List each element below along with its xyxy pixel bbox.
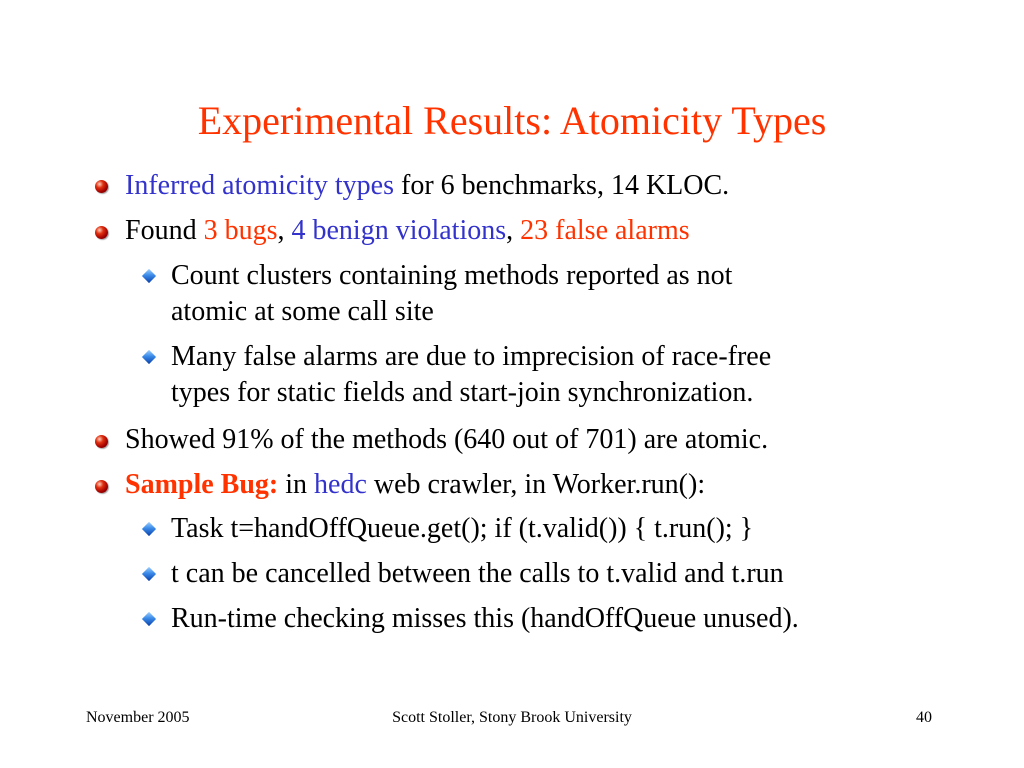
subbullet-false-alarms-line1: Many false alarms are due to imprecision of race-free <box>171 341 772 372</box>
highlight-hedc: hedc <box>314 469 367 500</box>
bullet-text: web crawler, in Worker.run(): <box>366 469 706 500</box>
bullet-inferred-types <box>125 168 729 204</box>
subbullet-count-clusters-line2: atomic at some call site <box>171 296 434 327</box>
subbullet-cancelled: t can be cancelled between the calls to t.valid and t.run <box>171 558 784 589</box>
slide-title: Experimental Results: Atomicity Types <box>197 98 827 143</box>
bullet-found <box>125 213 690 249</box>
bullet-showed-atomic: Showed 91% of the methods (640 out of 701) are atomic. <box>125 424 769 455</box>
highlight-inferred-types: Inferred atomicity types <box>125 170 395 201</box>
bullet-text: in <box>278 469 315 500</box>
highlight-benign-violations: 4 benign violations <box>291 215 507 246</box>
highlight-sample-bug: Sample Bug: <box>125 469 279 500</box>
blue-diamond-bullet-icon <box>142 612 156 626</box>
subbullet-runtime-checking: Run-time checking misses this (handOffQueue unused). <box>171 603 799 634</box>
footer-date: November 2005 <box>86 709 190 726</box>
blue-diamond-bullet-icon <box>142 567 156 581</box>
red-sphere-bullet-icon <box>95 180 108 193</box>
red-sphere-bullet-icon <box>95 480 108 493</box>
blue-diamond-bullet-icon <box>142 269 156 283</box>
blue-diamond-bullet-icon <box>142 350 156 364</box>
bullet-text: Found <box>125 215 204 246</box>
separator-text: , <box>506 215 521 246</box>
highlight-bugs: 3 bugs <box>203 215 278 246</box>
subbullet-count-clusters-line1: Count clusters containing methods reported as not <box>171 260 733 291</box>
red-sphere-bullet-icon <box>95 226 108 239</box>
subbullet-task-code: Task t=handOffQueue.get(); if (t.valid()) { t.run(); } <box>171 513 754 544</box>
bullet-sample-bug <box>125 467 705 503</box>
blue-diamond-bullet-icon <box>142 522 156 536</box>
red-sphere-bullet-icon <box>95 435 108 448</box>
separator-text: , <box>277 215 292 246</box>
highlight-false-alarms: 23 false alarms <box>520 215 690 246</box>
footer-page-number: 40 <box>916 709 932 726</box>
bullet-text: for 6 benchmarks, 14 KLOC. <box>394 170 730 201</box>
footer-author: Scott Stoller, Stony Brook University <box>392 709 632 726</box>
subbullet-false-alarms-line2: types for static fields and start-join synchronization. <box>171 377 754 408</box>
